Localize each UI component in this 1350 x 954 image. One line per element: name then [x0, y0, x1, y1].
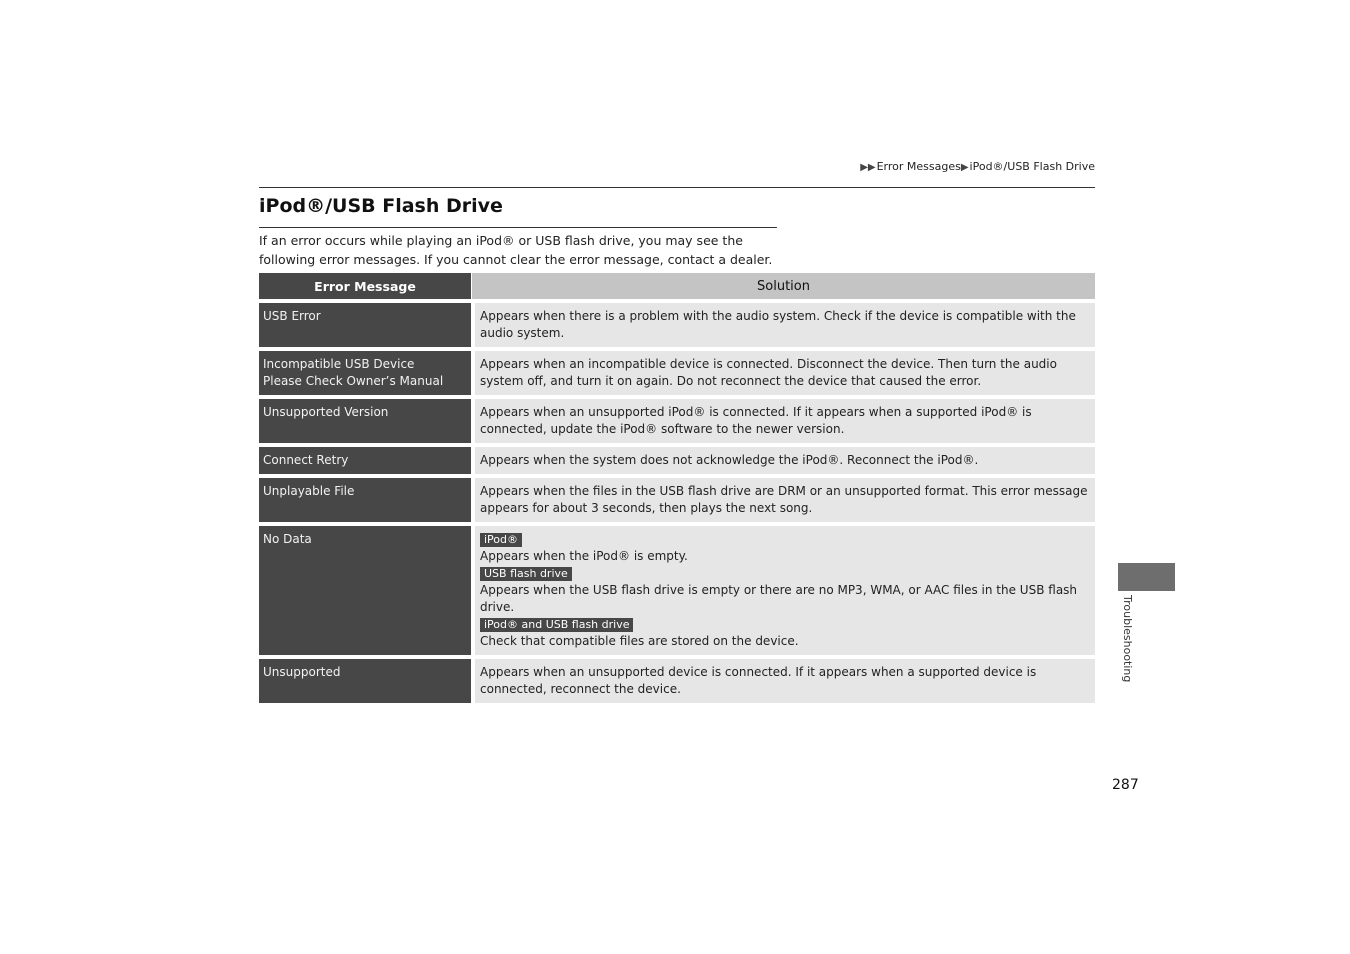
- table-row: [259, 351, 1095, 395]
- solution-text: Appears when the iPod® is empty.: [480, 549, 688, 563]
- breadcrumb: [860, 160, 1095, 173]
- error-message-cell: [259, 478, 471, 522]
- device-tag-ipod-and-usb: iPod® and USB flash drive: [480, 618, 633, 632]
- solution-cell: Appears when the files in the USB flash drive are DRM or an unsupported format. This error message appears for about 3 seconds, then plays the next song.: [471, 478, 1095, 522]
- table-row: [259, 659, 1095, 703]
- intro-line-2: following error messages. If you cannot clear the error message, contact a dealer.: [259, 252, 773, 267]
- error-message-cell: [259, 447, 471, 474]
- solution-text: Check that compatible files are stored on the device.: [480, 634, 799, 648]
- solution-text: Appears when the USB flash drive is empty or there are no MP3, WMA, or AAC files in the USB flash drive.: [480, 583, 1078, 614]
- table-row: [259, 447, 1095, 474]
- device-tag-usb: USB flash drive: [480, 567, 572, 581]
- solution-cell: Appears when there is a problem with the audio system. Check if the device is compatible with the audio system.: [471, 303, 1095, 347]
- chapter-tab-label: Troubleshooting: [1121, 595, 1134, 683]
- error-message-line-2: Please Check Owner’s Manual: [263, 374, 444, 388]
- error-message: Unsupported Version: [263, 405, 389, 419]
- header-error-message: Error Message: [259, 273, 471, 299]
- title-underline: [259, 227, 777, 228]
- breadcrumb-section[interactable]: Error Messages: [876, 160, 961, 173]
- error-message: Unplayable File: [263, 484, 355, 498]
- solution-cell: Appears when the system does not acknowledge the iPod®. Reconnect the iPod®.: [471, 447, 1095, 474]
- table-row: [259, 478, 1095, 522]
- intro-text: [259, 231, 779, 269]
- chapter-tab[interactable]: [1118, 563, 1175, 591]
- solution-cell: Appears when an incompatible device is connected. Disconnect the device. Then turn the audio system off, and turn it on again. Do not reconnect the device that caused the error.: [471, 351, 1095, 395]
- solution-cell: Appears when an unsupported device is connected. If it appears when a supported device is connected, reconnect the device.: [471, 659, 1095, 703]
- error-message: No Data: [263, 532, 312, 546]
- error-message-cell: [259, 351, 471, 395]
- top-divider: [259, 187, 1095, 188]
- breadcrumb-page: iPod®/USB Flash Drive: [969, 160, 1095, 173]
- intro-line-1: If an error occurs while playing an iPod® or USB flash drive, you may see the: [259, 233, 743, 248]
- table-header-row: [259, 273, 1095, 299]
- error-message-cell: [259, 526, 471, 655]
- table-row: [259, 526, 1095, 655]
- error-message-table: [259, 273, 1095, 703]
- error-message-cell: [259, 303, 471, 347]
- header-solution: Solution: [471, 273, 1095, 299]
- page-title: iPod®/USB Flash Drive: [259, 195, 503, 217]
- page-number: 287: [1112, 777, 1139, 793]
- device-tag-ipod: iPod®: [480, 533, 522, 547]
- error-message-cell: [259, 399, 471, 443]
- breadcrumb-arrow-icon: ▶▶: [860, 162, 876, 173]
- error-message-cell: [259, 659, 471, 703]
- error-message: USB Error: [263, 309, 321, 323]
- table-row: [259, 303, 1095, 347]
- solution-cell: [471, 526, 1095, 655]
- error-message: Unsupported: [263, 665, 341, 679]
- breadcrumb-separator-icon: ▶: [960, 162, 969, 173]
- table-row: [259, 399, 1095, 443]
- solution-cell: Appears when an unsupported iPod® is connected. If it appears when a supported iPod® is connected, update the iPod® software to the newer version.: [471, 399, 1095, 443]
- error-message: Incompatible USB Device: [263, 357, 415, 371]
- error-message: Connect Retry: [263, 453, 349, 467]
